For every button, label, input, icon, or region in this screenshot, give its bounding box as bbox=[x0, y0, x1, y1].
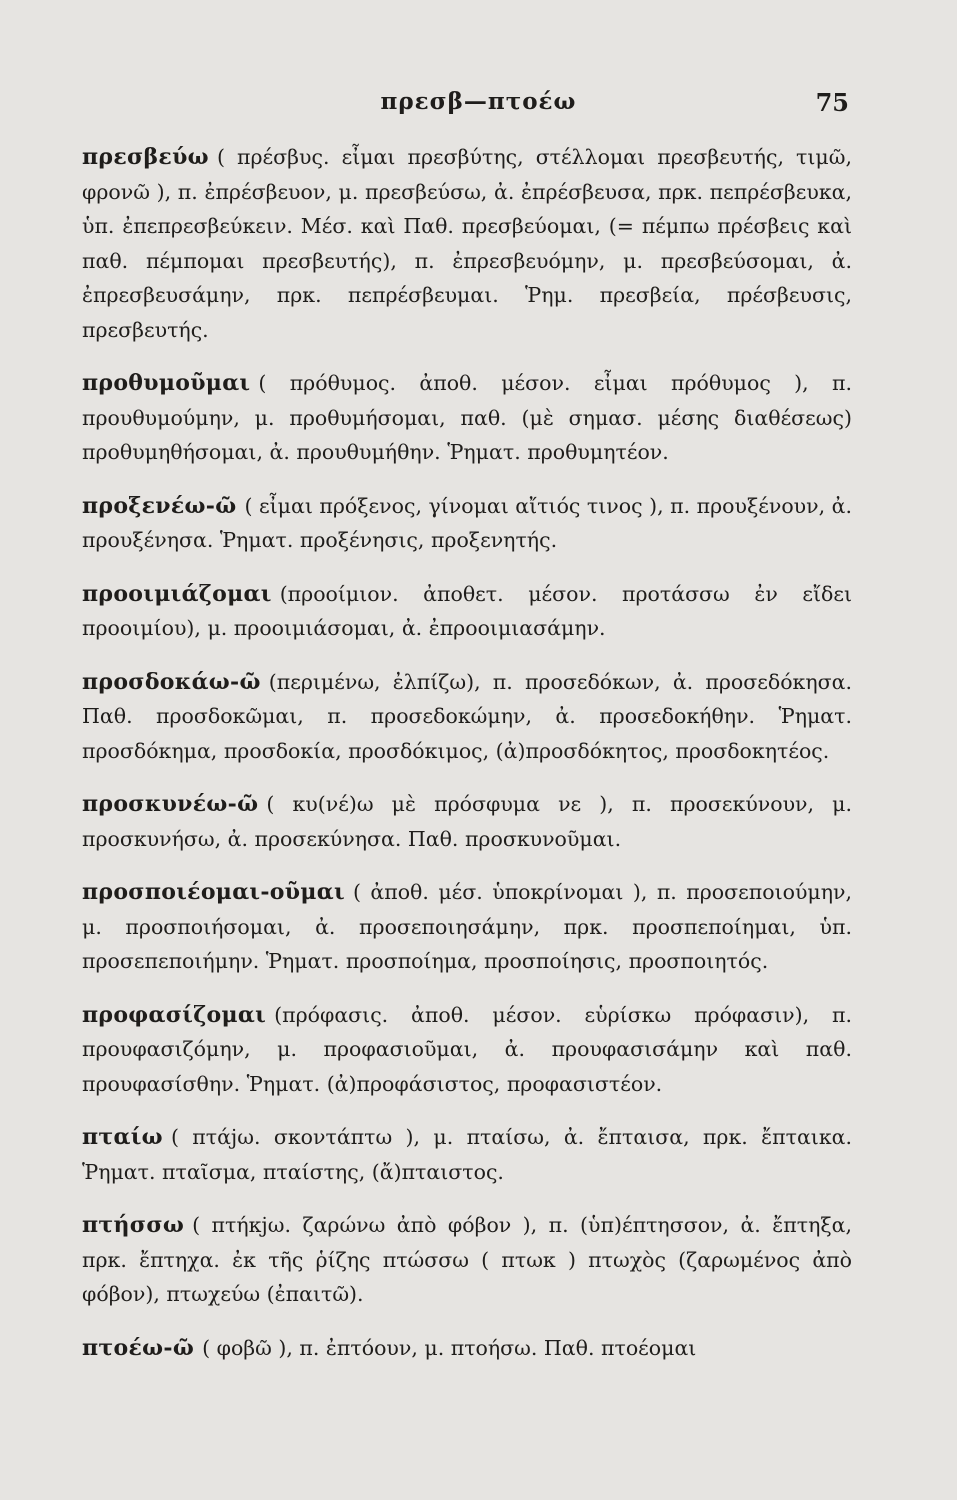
entry-headword: προθυμοῦμαι bbox=[82, 370, 251, 396]
dictionary-entry bbox=[82, 787, 852, 856]
dictionary-entry bbox=[82, 998, 852, 1102]
dictionary-entry bbox=[82, 1331, 852, 1366]
entry-text: ( εἶμαι πρόξενος, γίνομαι αἴτιός τινος ), π. προυξένουν, ἀ. προυξένησα. Ῥηματ. προξένησις, προξενητής. bbox=[82, 493, 852, 552]
entry-text: (προοίμιον. ἀποθετ. μέσον. προτάσσω ἐν εἴδει προοιμίου), μ. προοιμιάσομαι, ἀ. ἐπροοιμιασάμην. bbox=[82, 581, 852, 640]
entry-headword: προοιμιάζομαι bbox=[82, 580, 272, 607]
dictionary-entry bbox=[82, 1208, 852, 1312]
dictionary-entry bbox=[82, 875, 852, 979]
entry-text: ( φοβῶ ), π. ἐπτόουν, μ. πτοήσω. Παθ. πτοέομαι bbox=[202, 1335, 697, 1360]
page-number: 75 bbox=[815, 88, 849, 117]
entry-headword: πτοέω-ῶ bbox=[82, 1334, 195, 1361]
dictionary-entry bbox=[82, 665, 852, 769]
entry-text: (πρόφασις. ἀποθ. μέσον. εὑρίσκω πρόφασιν), π. προυφασιζόμην, μ. προφασιοῦμαι, ἀ. προυφασισάμην καὶ παθ. προυφασίσθην. Ῥηματ. (ἀ)προφάσιστος, προφασιστέον. bbox=[82, 1002, 852, 1096]
entry-text: ( πτήκjω. ζαρώνω ἀπὸ φόβον ), π. (ὑπ)έπτησσον, ἀ. ἔπτηξα, πρκ. ἔπτηχα. ἐκ τῆς ῥίζης πτώσσω ( πτωκ ) πτωχὸς (ζαρωμένος ἀπὸ φόβον), πτωχεύω (ἐπαιτῶ). bbox=[82, 1213, 852, 1306]
running-title: πρεσβ—πτοέω bbox=[380, 88, 577, 115]
entry-headword: προξενέω-ῶ bbox=[82, 492, 237, 519]
running-head bbox=[0, 88, 957, 124]
entry-text: ( ἀποθ. μέσ. ὑποκρίνομαι ), π. προσεποιούμην, μ. προσποιήσομαι, ἀ. προσεποιησάμην, πρκ. προσπεποίημαι, ὑπ. προσεπεποιήμην. Ῥηματ. προσποίημα, προσποίησις, προσποιητός. bbox=[82, 880, 852, 973]
entry-text: ( πτάjω. σκοντάπτω ), μ. πταίσω, ἀ. ἔπταισα, πρκ. ἔπταικα. Ῥηματ. πταῖσμα, πταίστης, (ἄ)πταιστος. bbox=[82, 1125, 852, 1184]
dictionary-entry bbox=[82, 1120, 852, 1189]
entry-text: ( πρόθυμος. ἀποθ. μέσον. εἶμαι πρόθυμος ), π. προυθυμούμην, μ. προθυμήσομαι, παθ. (μὲ σημασ. μέσης διαθέσεως) προθυμηθήσομαι, ἀ. προυθυμήθην. Ῥηματ. προθυμητέον. bbox=[82, 371, 852, 464]
entry-text: ( κυ(νέ)ω μὲ πρόσφυμα νε ), π. προσεκύνουν, μ. προσκυνήσω, ἀ. προσεκύνησα. Παθ. προσκυνοῦμαι. bbox=[82, 792, 852, 851]
entry-headword: πρεσβεύω bbox=[82, 144, 209, 170]
entry-text: (περιμένω, ἐλπίζω), π. προσεδόκων, ἀ. προσεδόκησα. Παθ. προσδοκῶμαι, π. προσεδοκώμην, ἀ. προσεδοκήθην. Ῥηματ. προσδόκημα, προσδοκία, προσδόκιμος, (ἀ)προσδόκητος, προσδοκητέος. bbox=[82, 669, 852, 763]
dictionary-body bbox=[82, 140, 852, 1384]
entry-headword: πταίω bbox=[82, 1124, 163, 1150]
entry-headword: πτήσσω bbox=[82, 1212, 185, 1238]
dictionary-entry bbox=[82, 489, 852, 558]
entry-headword: προσδοκάω-ῶ bbox=[82, 668, 261, 695]
dictionary-entry bbox=[82, 577, 852, 646]
entry-headword: προσκυνέω-ῶ bbox=[82, 791, 259, 817]
entry-headword: προσποιέομαι-οῦμαι bbox=[82, 879, 345, 905]
entry-text: ( πρέσβυς. εἶμαι πρεσβύτης, στέλλομαι πρεσβευτής, τιμῶ, φρονῶ ), π. ἐπρέσβευον, μ. πρεσβεύσω, ἀ. ἐπρέσβευσα, πρκ. πεπρέσβευκα, ὑπ. ἐπεπρεσβεύκειν. Μέσ. καὶ Παθ. πρεσβεύομαι, (= πέμπω πρέσβεις καὶ παθ. πέμπομαι πρεσβευτής), π. ἐπρεσβευόμην, μ. πρεσβεύσομαι, ἀ. ἐπρεσβευσάμην, πρκ. πεπρέσβευμαι. Ῥημ. πρεσβεία, πρέσβευσις, πρεσβευτής. bbox=[82, 145, 852, 342]
dictionary-entry bbox=[82, 140, 852, 347]
entry-headword: προφασίζομαι bbox=[82, 1001, 267, 1028]
dictionary-entry bbox=[82, 366, 852, 470]
